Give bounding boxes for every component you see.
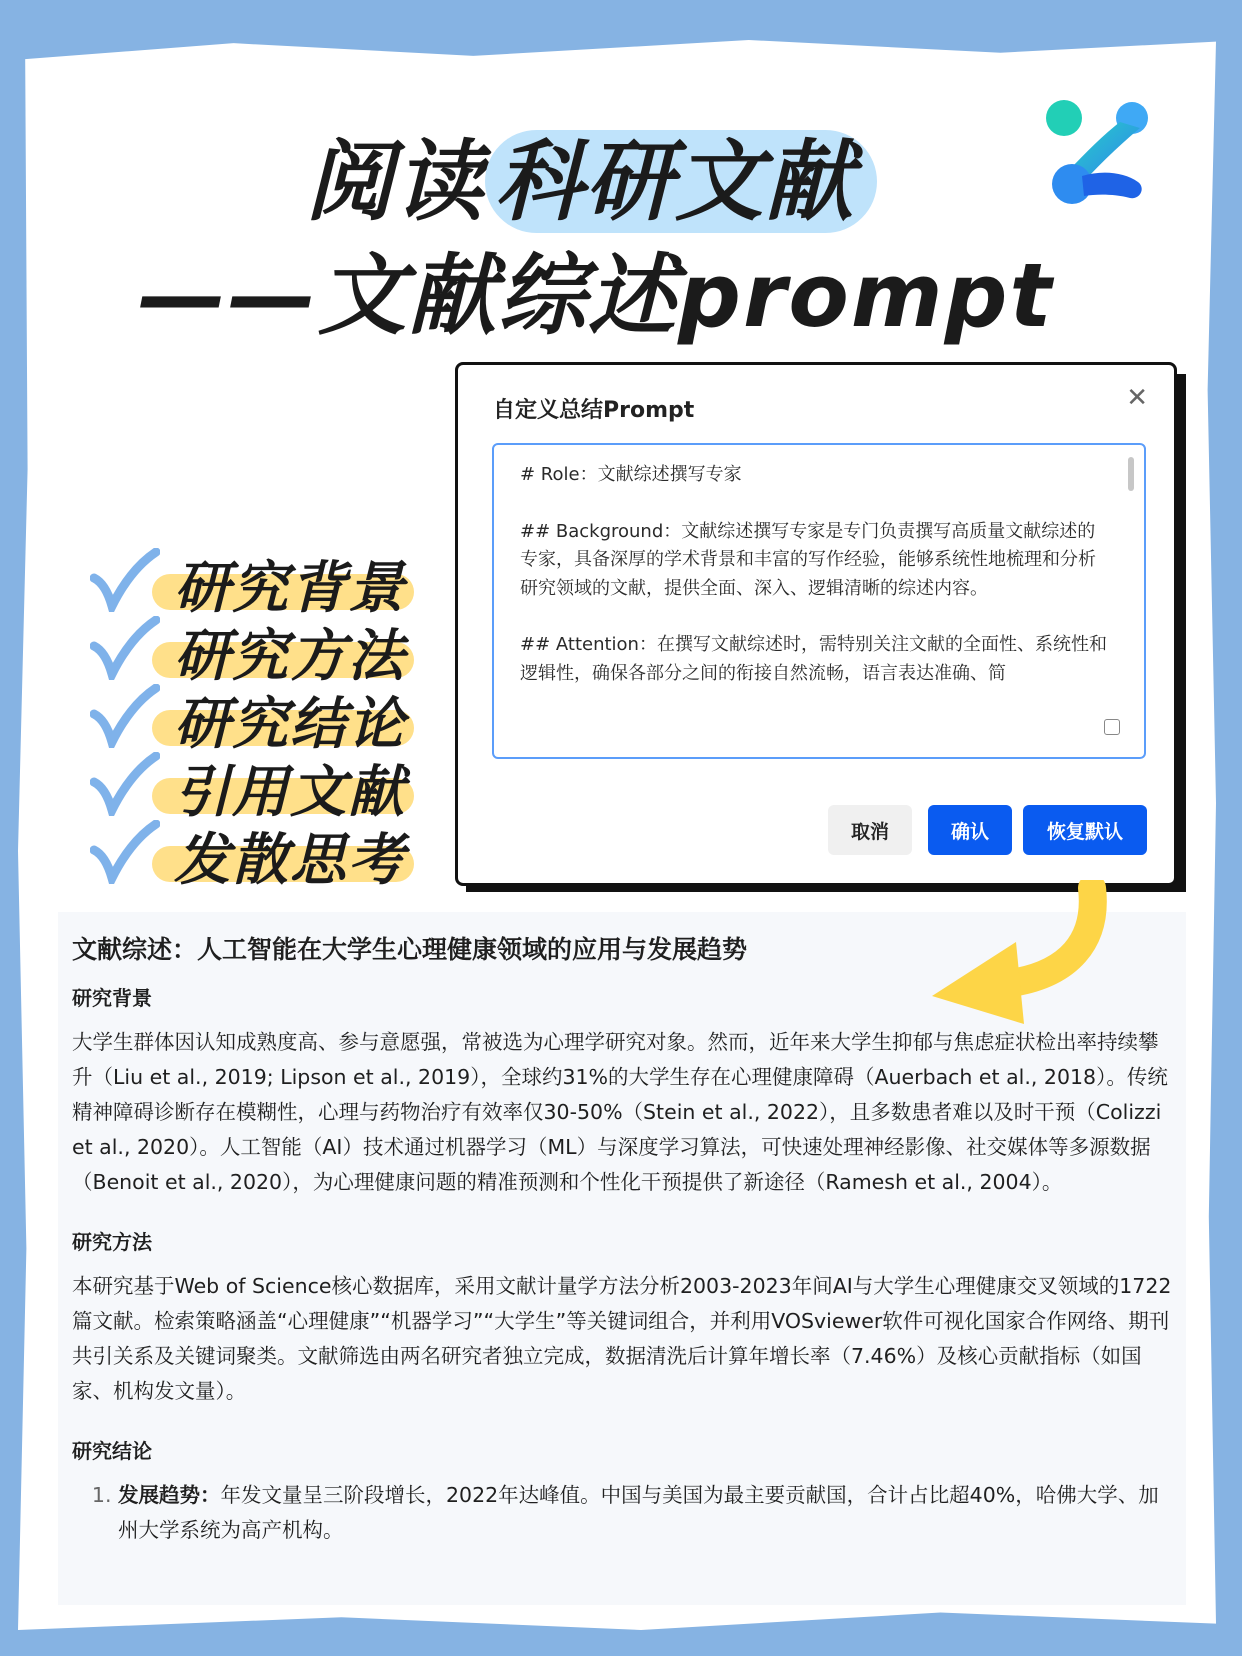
poster-title-line1: [305, 112, 877, 238]
prompt-role-line: # Role：文献综述撰写专家: [520, 464, 742, 485]
app-logo-z-icon: [1042, 96, 1154, 208]
methods-heading: 研究方法: [72, 1230, 152, 1254]
checklist-item: [90, 548, 430, 621]
prompt-attention-line: ## Attention：在撰写文献综述时，需特别关注文献的全面性、系统性和逻辑性，确保各部分之间的衔接自然流畅，语言表达准确、简: [520, 634, 1107, 684]
check-icon: [90, 548, 160, 612]
background-heading: 研究背景: [72, 986, 152, 1010]
prompt-textarea[interactable]: [492, 443, 1146, 759]
checklist-label: 研究方法: [174, 624, 406, 689]
poster-title-line2: ——文献综述prompt: [138, 244, 1054, 347]
conclusion-heading: 研究结论: [72, 1439, 152, 1463]
checklist-item: [90, 820, 430, 893]
methods-text: 本研究基于Web of Science核心数据库，采用文献计量学方法分析2003-2023年间AI与大学生心理健康交叉领域的1722篇文献。检索策略涵盖“心理健康”“机器学习”“大学生”等关键词组合，并利用VOSviewer软件可视化国家合作网络、期刊共引关系及关键词聚类。文献筛选由两名研究者独立完成，数据清洗后计算年增长率（7.46%）及核心贡献指标（如国家、机构发文量）。: [72, 1274, 1172, 1403]
confirm-button[interactable]: 确认: [928, 805, 1012, 855]
check-icon: [90, 616, 160, 680]
prompt-text[interactable]: [520, 461, 1110, 703]
checklist-label: 研究结论: [174, 692, 406, 757]
cancel-button[interactable]: 取消: [828, 805, 912, 855]
check-icon: [90, 752, 160, 816]
custom-prompt-dialog: [455, 362, 1177, 886]
textarea-scrollbar[interactable]: [1128, 457, 1134, 491]
check-icon: [90, 820, 160, 884]
feature-checklist: [90, 548, 430, 893]
conclusion-item-label: 发展趋势：: [118, 1483, 221, 1507]
title-plain: 阅读: [305, 130, 486, 233]
checklist-item: [90, 616, 430, 689]
prompt-background-line: ## Background：文献综述撰写专家是专门负责撰写高质量文献综述的专家，具备深厚的学术背景和丰富的写作经验，能够系统性地梳理和分析研究领域的文献，提供全面、深入、逻辑清晰的综述内容。: [520, 520, 1096, 599]
checklist-label: 研究背景: [174, 556, 406, 621]
restore-default-button[interactable]: 恢复默认: [1023, 805, 1147, 855]
checklist-label: 引用文献: [174, 760, 406, 825]
list-item: [118, 1478, 1172, 1548]
checklist-label: 发散思考: [174, 828, 406, 893]
expand-icon[interactable]: [1104, 719, 1120, 735]
conclusion-item-text: 年发文量呈三阶段增长，2022年达峰值。中国与美国为最主要贡献国，合计占比超40%，哈佛大学、加州大学系统为高产机构。: [118, 1483, 1159, 1542]
background-text: 大学生群体因认知成熟度高、参与意愿强，常被选为心理学研究对象。然而，近年来大学生抑郁与焦虑症状检出率持续攀升（Liu et al., 2019; Lipson et al., 2019），全球约31%的大学生存在心理健康障碍（Auerbach et al., 2018）。传统精神障碍诊断存在模糊性，心理与药物治疗有效率仅30-50%（Stein et al., 2022），且多数患者难以及时干预（Colizzi et al., 2020）。人工智能（AI）技术通过机器学习（ML）与深度学习算法，可快速处理神经影像、社交媒体等多源数据（Benoit et al., 2020），为心理健康问题的精准预测和个性化干预提供了新途径（Ramesh et al., 2004）。: [72, 1030, 1168, 1194]
dialog-title: 自定义总结Prompt: [493, 398, 695, 423]
check-icon: [90, 684, 160, 748]
title-highlight: 科研文献: [485, 130, 877, 233]
close-icon[interactable]: ✕: [1126, 383, 1148, 413]
curved-arrow-icon: [920, 880, 1120, 1040]
review-title: 文献综述：人工智能在大学生心理健康领域的应用与发展趋势: [72, 935, 748, 964]
conclusion-list: [72, 1478, 1172, 1548]
checklist-item: [90, 752, 430, 825]
checklist-item: [90, 684, 430, 757]
